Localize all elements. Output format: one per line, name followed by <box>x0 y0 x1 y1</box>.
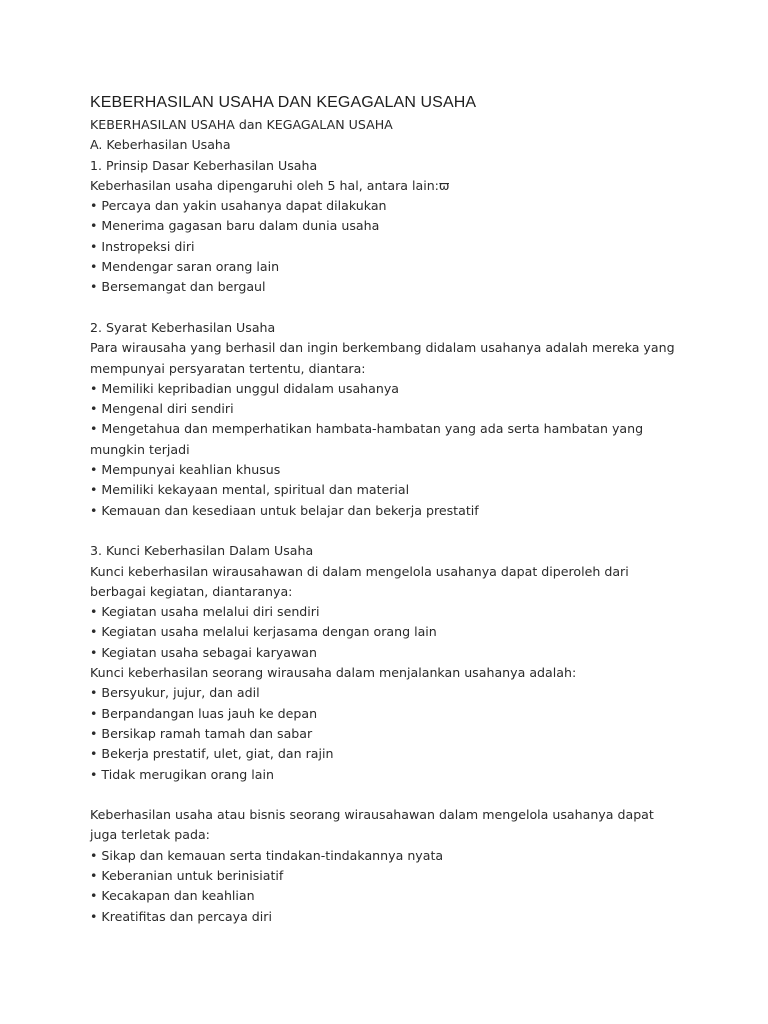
list-item: • Sikap dan kemauan serta tindakan-tindakannya nyata <box>90 847 444 863</box>
list-item: • Bekerja prestatif, ulet, giat, dan rajin <box>90 746 334 762</box>
list-item: • Bersemangat dan bergaul <box>90 279 266 295</box>
list-item: • Keberanian untuk berinisiatif <box>90 867 284 883</box>
subsection-heading: 2. Syarat Keberhasilan Usaha <box>90 319 276 335</box>
list-item: • Kegiatan usaha sebagai karyawan <box>90 644 317 660</box>
paragraph-line: berbagai kegiatan, diantaranya: <box>90 583 293 599</box>
list-item: • Percaya dan yakin usahanya dapat dilakukan <box>90 198 387 214</box>
list-item: • Kegiatan usaha melalui diri sendiri <box>90 604 320 620</box>
list-item: • Kegiatan usaha melalui kerjasama dengan orang lain <box>90 624 437 640</box>
subsection-heading: 1. Prinsip Dasar Keberhasilan Usaha <box>90 157 318 173</box>
list-item: • Mengenal diri sendiri <box>90 401 234 417</box>
list-item-continuation: mungkin terjadi <box>90 441 190 457</box>
paragraph-line: Keberhasilan usaha dipengaruhi oleh 5 hal, antara lain:ϖ <box>90 177 450 193</box>
page-title: KEBERHASILAN USAHA DAN KEGAGALAN USAHA <box>90 94 477 111</box>
section-heading: A. Keberhasilan Usaha <box>90 137 231 153</box>
paragraph-spacer <box>90 298 730 318</box>
list-item: • Bersyukur, jujur, dan adil <box>90 685 260 701</box>
paragraph-line: mempunyai persyaratan tertentu, diantara: <box>90 360 366 376</box>
list-item: • Kreatifitas dan percaya diri <box>90 908 272 924</box>
paragraph-line: Kunci keberhasilan wirausahawan di dalam mengelola usahanya dapat diperoleh dari <box>90 563 629 579</box>
list-item: • Memiliki kepribadian unggul didalam usahanya <box>90 380 400 396</box>
paragraph-spacer <box>90 785 730 805</box>
list-item: • Berpandangan luas jauh ke depan <box>90 705 318 721</box>
subsection-heading: 3. Kunci Keberhasilan Dalam Usaha <box>90 543 314 559</box>
document-page <box>90 92 730 927</box>
paragraph-line: Kunci keberhasilan seorang wirausaha dalam menjalankan usahanya adalah: <box>90 665 577 681</box>
paragraph-line: juga terletak pada: <box>90 827 210 843</box>
list-item: • Instropeksi diri <box>90 238 195 254</box>
list-item: • Memiliki kekayaan mental, spiritual dan material <box>90 482 410 498</box>
paragraph-line: Keberhasilan usaha atau bisnis seorang wirausahawan dalam mengelola usahanya dapat <box>90 807 654 823</box>
list-item: • Menerima gagasan baru dalam dunia usaha <box>90 218 380 234</box>
list-item: • Mendengar saran orang lain <box>90 259 280 275</box>
paragraph-line: Para wirausaha yang berhasil dan ingin berkembang didalam usahanya adalah mereka yang <box>90 340 675 356</box>
list-item: • Kemauan dan kesediaan untuk belajar dan bekerja prestatif <box>90 502 479 518</box>
list-item: • Tidak merugikan orang lain <box>90 766 274 782</box>
list-item: • Mengetahua dan memperhatikan hambata-hambatan yang ada serta hambatan yang <box>90 421 644 437</box>
paragraph-spacer <box>90 521 730 541</box>
list-item: • Mempunyai keahlian khusus <box>90 462 281 478</box>
list-item: • Kecakapan dan keahlian <box>90 888 255 904</box>
document-subtitle: KEBERHASILAN USAHA dan KEGAGALAN USAHA <box>90 117 393 132</box>
list-item: • Bersikap ramah tamah dan sabar <box>90 725 313 741</box>
